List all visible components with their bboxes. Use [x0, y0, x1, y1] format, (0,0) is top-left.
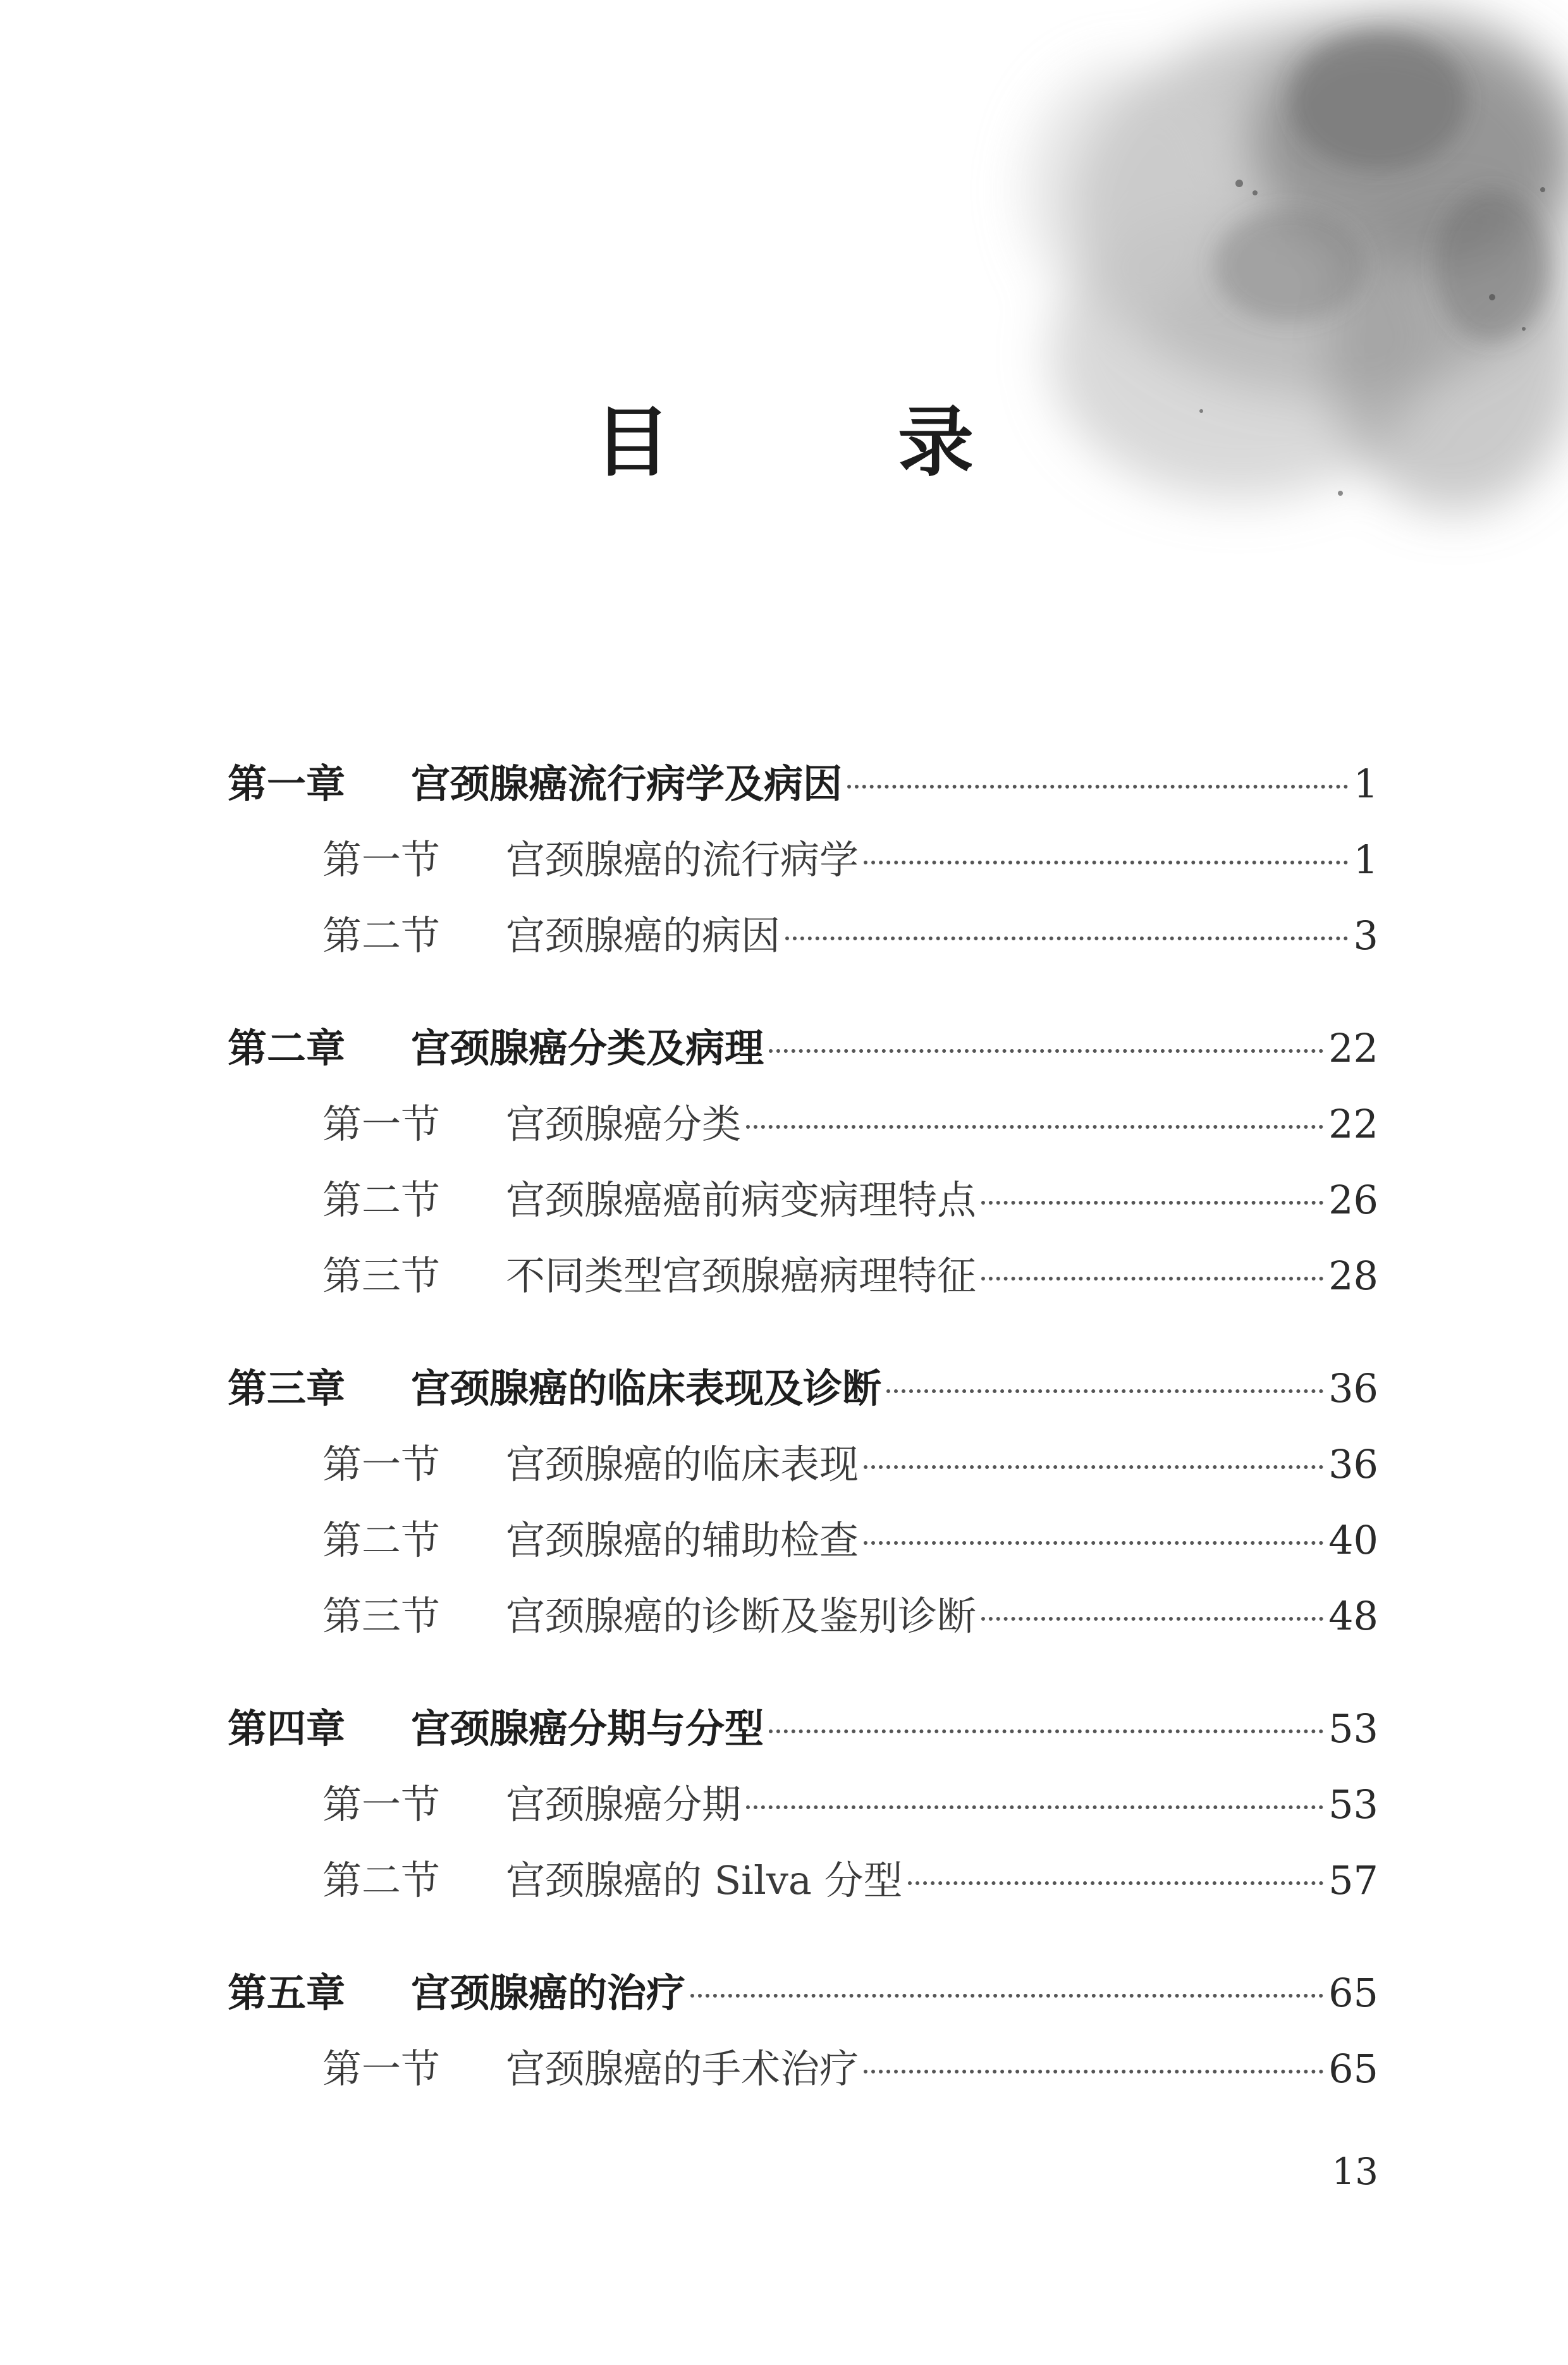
toc-entry-title: 宫颈腺癌的诊断及鉴别诊断 — [506, 1593, 977, 1639]
toc-entry-title: 宫颈腺癌的临床表现 — [506, 1441, 859, 1487]
toc-entry-label — [228, 1010, 764, 1086]
toc-entry-number: 第三节 — [322, 1593, 441, 1639]
toc-chapter-row[interactable] — [228, 746, 1378, 822]
toc-entry-title: 宫颈腺癌的 Silva 分型 — [506, 1857, 903, 1903]
toc-entry-title: 宫颈腺癌的病因 — [506, 912, 781, 959]
toc-section-row[interactable] — [228, 2031, 1378, 2107]
toc-entry-number: 第二节 — [322, 1177, 441, 1223]
toc-entry-page: 1 — [1353, 761, 1378, 807]
toc-entry-title: 不同类型宫颈腺癌病理特征 — [506, 1253, 977, 1299]
toc-entry-number: 第一章 — [228, 761, 346, 807]
toc-entry-page: 36 — [1328, 1441, 1378, 1487]
toc-dot-leader — [769, 1049, 1323, 1053]
toc-entry-label — [228, 1955, 685, 2031]
toc-dot-leader — [690, 1994, 1323, 1998]
toc-entry-number: 第三节 — [322, 1253, 441, 1299]
toc-entry-page: 3 — [1353, 912, 1378, 959]
toc-entry-page: 65 — [1328, 2046, 1378, 2092]
toc-entry-number: 第二节 — [322, 1857, 441, 1903]
toc-entry-label — [322, 1427, 859, 1502]
toc-section-row[interactable] — [228, 1238, 1378, 1314]
toc-entry-title: 宫颈腺癌癌前病变病理特点 — [506, 1177, 977, 1223]
toc-entry-number: 第二章 — [228, 1025, 346, 1071]
toc-entry-title: 宫颈腺癌的治疗 — [411, 1970, 686, 2016]
toc-section-row[interactable] — [228, 1427, 1378, 1502]
toc-entry-title: 宫颈腺癌分期与分型 — [411, 1705, 764, 1752]
toc-entry-label — [322, 1162, 976, 1238]
table-of-contents — [228, 746, 1378, 2107]
page-title: 目 录 — [594, 398, 1050, 487]
toc-entry-title: 宫颈腺癌的辅助检查 — [506, 1517, 859, 1563]
toc-entry-number: 第三章 — [228, 1365, 346, 1411]
toc-entry-page: 40 — [1328, 1517, 1378, 1563]
toc-entry-label — [322, 1578, 976, 1654]
toc-entry-number: 第二节 — [322, 912, 441, 959]
toc-section-row[interactable] — [228, 1767, 1378, 1843]
toc-entry-number: 第一节 — [322, 2046, 441, 2092]
toc-entry-number: 第一节 — [322, 1101, 441, 1147]
toc-entry-title: 宫颈腺癌的流行病学 — [506, 837, 859, 883]
toc-entry-label — [322, 1843, 903, 1919]
toc-entry-page: 22 — [1328, 1025, 1378, 1071]
toc-section-row[interactable] — [228, 1162, 1378, 1238]
toc-section-row[interactable] — [228, 822, 1378, 898]
toc-entry-label — [228, 1351, 881, 1427]
toc-dot-leader — [785, 937, 1348, 940]
toc-chapter-row[interactable] — [228, 1351, 1378, 1427]
toc-section-row[interactable] — [228, 898, 1378, 974]
toc-entry-page: 22 — [1328, 1101, 1378, 1147]
toc-entry-number: 第二节 — [322, 1517, 441, 1563]
toc-entry-title: 宫颈腺癌分类 — [506, 1101, 742, 1147]
toc-entry-label — [322, 898, 780, 974]
toc-entry-page: 65 — [1328, 1970, 1378, 2016]
toc-dot-leader — [864, 1465, 1323, 1469]
toc-entry-number: 第一节 — [322, 1441, 441, 1487]
toc-entry-title: 宫颈腺癌分类及病理 — [411, 1025, 764, 1071]
page-number: 13 — [1332, 2150, 1378, 2193]
toc-entry-page: 48 — [1328, 1593, 1378, 1639]
toc-chapter-row[interactable] — [228, 1010, 1378, 1086]
toc-entry-title: 宫颈腺癌的手术治疗 — [506, 2046, 859, 2092]
toc-section-row[interactable] — [228, 1086, 1378, 1162]
toc-dot-leader — [908, 1881, 1324, 1885]
toc-dot-leader — [864, 861, 1348, 864]
toc-dot-leader — [746, 1805, 1323, 1809]
toc-dot-leader — [864, 1541, 1323, 1545]
toc-entry-title: 宫颈腺癌流行病学及病因 — [411, 761, 843, 807]
toc-entry-label — [322, 1767, 741, 1843]
toc-chapter-row[interactable] — [228, 1691, 1378, 1767]
toc-entry-number: 第一节 — [322, 1781, 441, 1828]
toc-entry-label — [322, 1086, 741, 1162]
toc-entry-number: 第四章 — [228, 1705, 346, 1752]
toc-dot-leader — [981, 1201, 1323, 1205]
ink-wash-decoration — [936, 0, 1568, 620]
toc-entry-label — [322, 822, 859, 898]
toc-entry-label — [322, 1502, 859, 1578]
toc-dot-leader — [769, 1729, 1323, 1733]
toc-entry-label — [322, 1238, 976, 1314]
toc-entry-number: 第五章 — [228, 1970, 346, 2016]
toc-entry-title: 宫颈腺癌分期 — [506, 1781, 742, 1828]
toc-entry-label — [228, 746, 842, 822]
toc-section-row[interactable] — [228, 1502, 1378, 1578]
toc-entry-page: 57 — [1328, 1857, 1378, 1903]
toc-dot-leader — [847, 785, 1348, 789]
toc-dot-leader — [981, 1617, 1323, 1621]
toc-entry-number: 第一节 — [322, 837, 441, 883]
toc-entry-page: 36 — [1328, 1365, 1378, 1411]
toc-chapter-row[interactable] — [228, 1955, 1378, 2031]
toc-dot-leader — [981, 1277, 1323, 1281]
toc-entry-label — [322, 2031, 859, 2107]
toc-entry-page: 26 — [1328, 1177, 1378, 1223]
toc-dot-leader — [886, 1389, 1323, 1393]
toc-entry-label — [228, 1691, 764, 1767]
toc-section-row[interactable] — [228, 1843, 1378, 1919]
toc-entry-page: 53 — [1328, 1705, 1378, 1752]
toc-entry-page: 1 — [1353, 837, 1378, 883]
toc-dot-leader — [746, 1125, 1323, 1129]
toc-entry-page: 53 — [1328, 1781, 1378, 1828]
toc-dot-leader — [864, 2070, 1323, 2073]
toc-entry-page: 28 — [1328, 1253, 1378, 1299]
toc-entry-title: 宫颈腺癌的临床表现及诊断 — [411, 1365, 882, 1411]
toc-section-row[interactable] — [228, 1578, 1378, 1654]
